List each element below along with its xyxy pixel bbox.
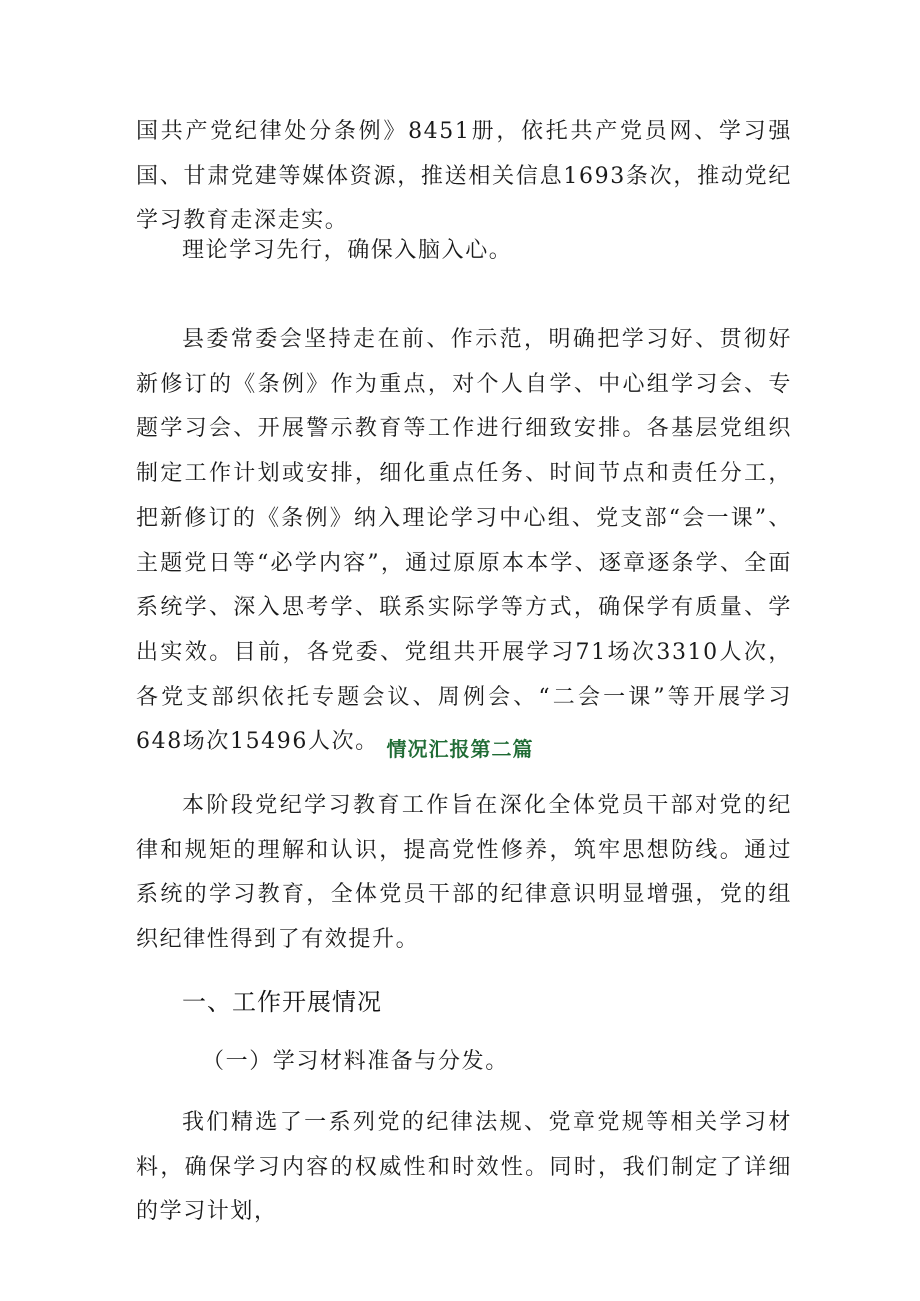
paragraph-materials: 我们精选了一系列党的纪律法规、党章党规等相关学习材料，确保学习内容的权威性和时效性。同时，我们制定了详细的学习计划， [136, 1110, 792, 1225]
subheading-materials: （一）学习材料准备与分发。 [202, 1049, 509, 1074]
paragraph-county-committee: 县委常委会坚持走在前、作示范，明确把学习好、贯彻好新修订的《条例》作为重点，对个人自学、中心组学习会、专题学习会、开展警示教育等工作进行细致安排。各基层党组织制定工作计划或安排，细化重点任务、时间节点和责任分工，把新修订的《条例》纳入理论学习中心组、党支部“会一课”、主题党日等“必学内容”，通过原原本本学、逐章逐条学、全面系统学、深入思考学、联系实际学等方式，确保学有质量、学出实效。目前，各党委、党组共开展学习71场次3310人次，各党支部织依托专题会议、周例会、“二会一课”等开展学习648场次15496人次。 [136, 327, 792, 755]
heading-work-situation: 一、工作开展情况 [182, 988, 382, 1016]
paragraph-continuation: 国共产党纪律处分条例》8451册，依托共产党员网、学习强国、甘肃党建等媒体资源，推送相关信息1693条次，推动党纪学习教育走深走实。 [136, 119, 792, 234]
paragraph-intro: 本阶段党纪学习教育工作旨在深化全体党员干部对党的纪律和规矩的理解和认识，提高党性修养，筑牢思想防线。通过系统的学习教育，全体党员干部的纪律意识明显增强，党的组织纪律性得到了有效提升。 [136, 793, 792, 953]
section-title: 情况汇报第二篇 [386, 737, 534, 761]
paragraph-theory-study: 理论学习先行，确保入脑入心。 [182, 238, 513, 263]
